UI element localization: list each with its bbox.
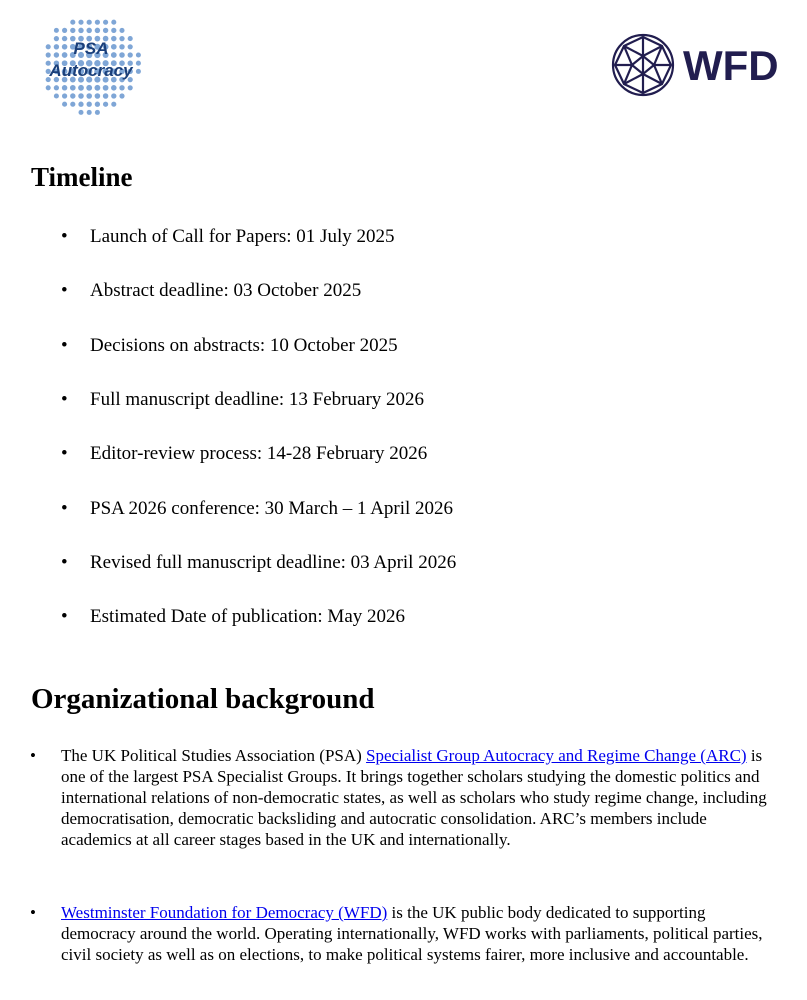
logo-dot <box>128 52 133 57</box>
logo-dot <box>78 102 83 107</box>
logo-dot <box>46 44 51 49</box>
logo-dot <box>62 44 68 50</box>
logo-dot <box>62 28 67 33</box>
timeline-item-publication: • Estimated Date of publication: May 2026 <box>90 605 405 629</box>
logo-dot <box>70 28 75 33</box>
logo-dot <box>128 36 133 41</box>
logo-dot <box>111 36 116 41</box>
logo-dot <box>111 44 117 50</box>
timeline-item-manuscript-deadline: • Full manuscript deadline: 13 February 2026 <box>90 388 424 412</box>
logo-dot <box>103 20 108 25</box>
bullet: • <box>30 903 36 922</box>
org-item-wfd <box>30 902 777 965</box>
org-item-psa-arc <box>30 745 777 850</box>
logo-dot <box>111 85 117 91</box>
logo-dot <box>54 85 59 90</box>
logo-dot <box>62 52 68 58</box>
logo-dot <box>136 69 141 74</box>
logo-dot <box>86 93 92 99</box>
logo-dot <box>62 36 67 41</box>
logo-dot <box>95 93 101 99</box>
logo-dot <box>62 93 67 98</box>
logo-dot <box>95 102 100 107</box>
logo-dot <box>136 61 141 66</box>
logo-dot <box>119 44 124 49</box>
timeline-item-revised-deadline: • Revised full manuscript deadline: 03 April 2026 <box>90 551 456 575</box>
logo-dot <box>78 20 83 25</box>
logo-dot <box>46 52 51 57</box>
logo-dot <box>119 93 124 98</box>
org-background-heading: Organizational background <box>31 683 375 715</box>
psa-autocracy-logo <box>38 12 144 118</box>
timeline-item-conference: • PSA 2026 conference: 30 March – 1 April 2026 <box>90 497 453 521</box>
logo-dot <box>78 85 84 91</box>
logo-dot <box>95 28 100 33</box>
logo-dot <box>103 93 109 99</box>
logo-dot <box>62 102 67 107</box>
wfd-logo <box>610 32 790 98</box>
timeline-item-abstract-deadline: • Abstract deadline: 03 October 2025 <box>90 279 361 303</box>
logo-dot <box>111 28 116 33</box>
logo-dot <box>119 52 125 58</box>
logo-dot <box>86 85 92 91</box>
logo-dot <box>46 85 51 90</box>
bullet: • <box>30 746 36 765</box>
psa-logo-line1: PSA <box>73 39 109 58</box>
logo-dot <box>103 85 109 91</box>
timeline-item-decisions: • Decisions on abstracts: 10 October 2025 <box>90 334 398 358</box>
logo-dot <box>119 36 124 41</box>
logo-dot <box>78 28 83 33</box>
logo-dot <box>119 85 124 90</box>
logo-dot <box>111 102 116 107</box>
logo-dot <box>54 44 59 49</box>
logo-dot <box>70 102 75 107</box>
logo-dot <box>87 102 92 107</box>
org-item-psa-prefix: The UK Political Studies Association (PSA) <box>61 746 367 765</box>
logo-dot <box>95 20 100 25</box>
logo-dot <box>70 20 75 25</box>
logo-dot <box>103 102 108 107</box>
logo-dot <box>54 52 59 57</box>
logo-dot <box>95 110 100 115</box>
logo-dot <box>128 44 133 49</box>
logo-dot <box>62 85 67 90</box>
globe-icon <box>613 35 673 95</box>
logo-dot <box>111 20 116 25</box>
logo-dot <box>136 52 141 57</box>
logo-dot <box>54 93 59 98</box>
logo-dot <box>111 52 117 58</box>
org-item-psa-suffix: is one of the largest PSA Specialist Groups. It brings together scholars studying the domestic politics and international relations of non-democratic states, as well as scholars who study regime change, including democratisation, democratic backsliding and autocratic consolidation. ARC’s members include academics at all career stages based in the UK and internationally. <box>61 746 767 849</box>
timeline-item-editor-review: • Editor-review process: 14-28 February 2026 <box>90 442 427 466</box>
psa-logo-line2: Autocracy <box>49 61 133 80</box>
logo-dot <box>86 28 91 33</box>
logo-dot <box>87 110 92 115</box>
logo-dot <box>119 28 124 33</box>
logo-dot <box>78 93 84 99</box>
logo-dot <box>111 93 116 98</box>
logo-dot <box>103 28 108 33</box>
arc-link[interactable]: Specialist Group Autocracy and Regime Change (ARC) <box>366 746 747 765</box>
org-item-wfd-suffix: is the UK public body dedicated to supporting democracy around the world. Operating internationally, WFD works with parliaments, political parties, civil society as well as on elections, to make political systems fairer, more inclusive and accountable. <box>61 903 763 964</box>
wfd-logo-text: WFD <box>683 42 779 89</box>
timeline-heading: Timeline <box>31 162 133 192</box>
logo-dot <box>70 85 76 91</box>
logo-dot <box>128 85 133 90</box>
logo-dot <box>70 93 75 98</box>
logo-dot <box>87 20 92 25</box>
logo-dot <box>54 36 59 41</box>
timeline-item-launch: • Launch of Call for Papers: 01 July 2025 <box>90 225 394 249</box>
logo-dot <box>78 110 83 115</box>
logo-dot <box>54 28 59 33</box>
logo-dot <box>94 85 100 91</box>
wfd-link[interactable]: Westminster Foundation for Democracy (WFD) <box>61 903 388 922</box>
